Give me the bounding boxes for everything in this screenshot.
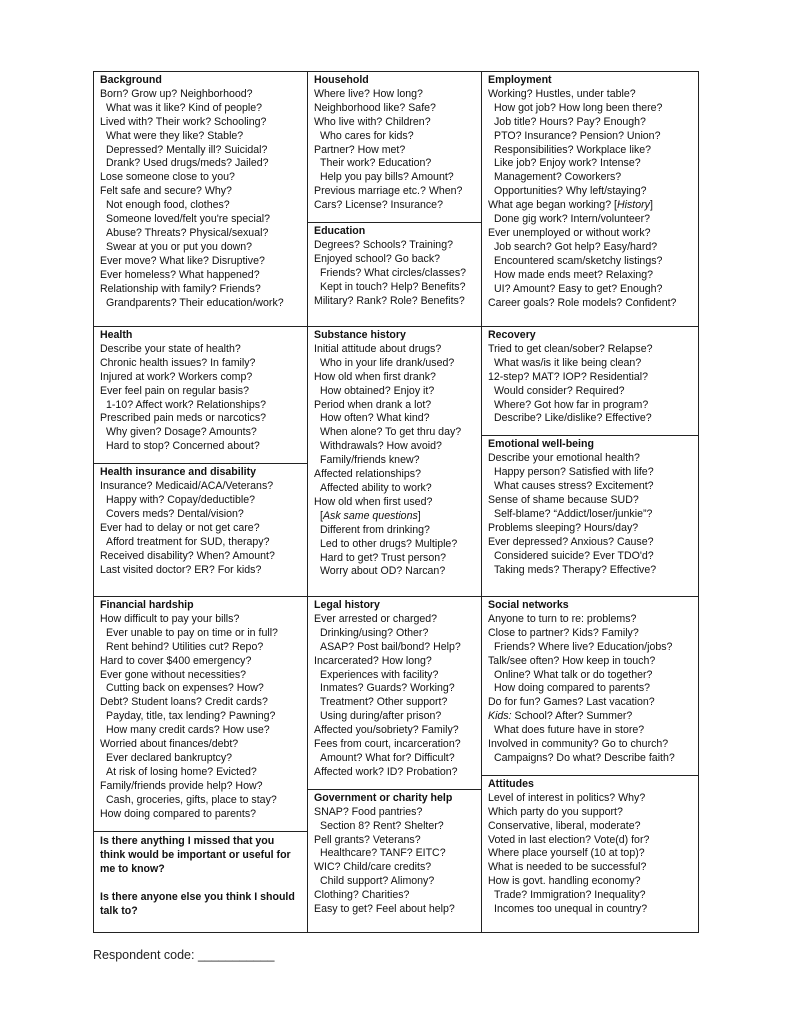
question-line: Close to partner? Kids? Family?: [488, 626, 639, 639]
question-line: Family/friends knew?: [320, 454, 420, 467]
section-title: Household: [314, 74, 369, 86]
question-line: Abuse? Threats? Physical/sexual?: [106, 226, 269, 239]
question-line: What does future have in store?: [494, 724, 645, 737]
section-title: Health insurance and disability: [100, 466, 257, 479]
section-title: Emotional well-being: [488, 438, 594, 451]
question-line: Ever unemployed or without work?: [488, 226, 651, 239]
question-line: PTO? Insurance? Pension? Union?: [494, 129, 661, 142]
question-line: How obtained? Enjoy it?: [320, 384, 435, 397]
section-divider: [94, 463, 307, 464]
question-line: Ever gone without necessities?: [100, 668, 247, 681]
question-line: ASAP? Post bail/bond? Help?: [320, 640, 461, 653]
question-line: Drank? Used drugs/meds? Jailed?: [106, 157, 269, 170]
section-title: Attitudes: [488, 777, 534, 790]
question-line: Affected ability to work?: [320, 481, 432, 494]
question-line: Ever had to delay or not get care?: [100, 521, 260, 534]
question-line: Born? Grow up? Neighborhood?: [100, 87, 253, 100]
question-line: Debt? Student loans? Credit cards?: [100, 696, 268, 709]
question-line: Campaigns? Do what? Describe faith?: [494, 751, 675, 764]
question-line: How old when first used?: [314, 495, 433, 508]
question-line: Payday, title, tax lending? Pawning?: [106, 710, 276, 723]
question-line: Depressed? Mentally ill? Suicidal?: [106, 143, 268, 156]
cell-substance: [308, 327, 482, 597]
question-line: What was it like? Kind of people?: [106, 101, 263, 114]
question-line: Ever declared bankruptcy?: [106, 751, 233, 764]
cell-legal: [308, 597, 482, 932]
question-line: Who in your life drank/used?: [320, 356, 455, 369]
section-divider: [308, 789, 481, 790]
question-line: How old when first drank?: [314, 370, 436, 383]
question-line: Withdrawals? How avoid?: [320, 440, 442, 453]
question-line: UI? Amount? Easy to get? Enough?: [494, 282, 663, 295]
question-line: Tried to get clean/sober? Relapse?: [488, 342, 653, 355]
question-line: How many credit cards? How use?: [106, 724, 270, 737]
question-line: What were they like? Stable?: [106, 129, 244, 142]
question-line: Healthcare? TANF? EITC?: [320, 847, 446, 860]
question-line: Enjoyed school? Go back?: [314, 252, 441, 265]
question-line: At risk of losing home? Evicted?: [106, 765, 257, 778]
question-line: Job search? Got help? Easy/hard?: [494, 240, 658, 253]
question-line: Degrees? Schools? Training?: [314, 238, 453, 251]
section-title: Legal history: [314, 599, 380, 611]
question-line: Last visited doctor? ER? For kids?: [100, 563, 262, 576]
section-title: Government or charity help: [314, 791, 453, 804]
question-line: Received disability? When? Amount?: [100, 549, 275, 562]
question-line: Insurance? Medicaid/ACA/Veterans?: [100, 480, 274, 493]
question-line: Different from drinking?: [320, 523, 430, 536]
question-line: Where? Got how far in program?: [494, 398, 649, 411]
question-line: Covers meds? Dental/vision?: [106, 507, 244, 520]
question-line: Ever unable to pay on time or in full?: [106, 626, 278, 639]
question-line: How is govt. handling economy?: [488, 875, 641, 888]
question-line: Military? Rank? Role? Benefits?: [314, 294, 465, 307]
question-line: Help you pay bills? Amount?: [320, 171, 454, 184]
question-line: Using during/after prison?: [320, 710, 442, 723]
question-line: Happy person? Satisfied with life?: [494, 466, 654, 479]
question-line: Kids: School? After? Summer?: [488, 710, 633, 723]
question-line: Who cares for kids?: [320, 129, 414, 142]
cell-social: [482, 597, 698, 932]
question-line: Felt safe and secure? Why?: [100, 185, 232, 198]
question-line: Afford treatment for SUD, therapy?: [106, 535, 270, 548]
question-line: Affected relationships?: [314, 468, 421, 481]
question-line: Where live? How long?: [314, 87, 423, 100]
question-line: SNAP? Food pantries?: [314, 805, 423, 818]
question-line: Taking meds? Therapy? Effective?: [494, 563, 657, 576]
question-line: What causes stress? Excitement?: [494, 480, 654, 493]
question-line: Responsibilities? Workplace like?: [494, 143, 652, 156]
question-line: Cutting back on expenses? How?: [106, 682, 264, 695]
question-line: Would consider? Required?: [494, 384, 625, 397]
question-line: Swear at you or put you down?: [106, 240, 253, 253]
question-line: How made ends meet? Relaxing?: [494, 268, 653, 281]
section-divider: [482, 435, 698, 436]
question-line: Grandparents? Their education/work?: [106, 296, 284, 309]
cell-household: [308, 72, 482, 327]
question-line: Worry about OD? Narcan?: [320, 565, 446, 578]
question-line: WIC? Child/care credits?: [314, 861, 432, 874]
question-line: Happy with? Copay/deductible?: [106, 493, 255, 506]
question-line: Amount? What for? Difficult?: [320, 751, 455, 764]
section-divider: [482, 775, 698, 776]
question-line: Cash, groceries, gifts, place to stay?: [106, 793, 277, 806]
question-line: Ever feel pain on regular basis?: [100, 384, 249, 397]
question-line: Working? Hustles, under table?: [488, 87, 636, 100]
question-line: Period when drank a lot?: [314, 398, 432, 411]
question-line: Where place yourself (10 at top)?: [488, 847, 645, 860]
question-line: Fees from court, incarceration?: [314, 738, 461, 751]
question-line: Worried about finances/debt?: [100, 738, 239, 751]
question-line: Like job? Enjoy work? Intense?: [494, 157, 641, 170]
question-line: Who live with? Children?: [314, 115, 431, 128]
question-line: Lose someone close to you?: [100, 171, 235, 184]
question-line: Not enough food, clothes?: [106, 199, 230, 212]
question-line: Incarcerated? How long?: [314, 654, 432, 667]
question-line: How difficult to pay your bills?: [100, 612, 240, 625]
question-line: Partner? How met?: [314, 143, 406, 156]
question-line: Their work? Education?: [320, 157, 432, 170]
question-line: Management? Coworkers?: [494, 171, 622, 184]
question-line: Lived with? Their work? Schooling?: [100, 115, 267, 128]
question-line: Family/friends provide help? How?: [100, 779, 263, 792]
question-line: Describe? Like/dislike? Effective?: [494, 412, 652, 425]
question-line: When alone? To get thru day?: [320, 426, 462, 439]
question-line: Kept in touch? Help? Benefits?: [320, 280, 466, 293]
cell-employment: [482, 72, 698, 327]
question-line: 1-10? Affect work? Relationships?: [106, 398, 266, 411]
question-line: [Ask same questions]: [320, 509, 421, 522]
question-line: Anyone to turn to re: problems?: [488, 612, 637, 625]
question-line: Cars? License? Insurance?: [314, 199, 443, 212]
question-line: What age began working? [History]: [488, 199, 653, 212]
section-title: Recovery: [488, 329, 536, 341]
question-line: Voted in last election? Vote(d) for?: [488, 833, 650, 846]
interview-grid: [93, 71, 699, 933]
question-line: Trade? Immigration? Inequality?: [494, 889, 646, 902]
question-line: Job title? Hours? Pay? Enough?: [494, 115, 646, 128]
question-line: Previous marriage etc.? When?: [314, 185, 463, 198]
question-line: Done gig work? Intern/volunteer?: [494, 213, 651, 226]
question-line: 12-step? MAT? IOP? Residential?: [488, 370, 648, 383]
question-line: Clothing? Charities?: [314, 889, 410, 902]
question-line: Online? What talk or do together?: [494, 668, 653, 681]
question-line: Ever depressed? Anxious? Cause?: [488, 535, 654, 548]
question-line: Initial attitude about drugs?: [314, 342, 442, 355]
question-line: Involved in community? Go to church?: [488, 738, 669, 751]
question-line: Ever move? What like? Disruptive?: [100, 254, 265, 267]
question-line: Easy to get? Feel about help?: [314, 903, 455, 916]
question-line: Hard to get? Trust person?: [320, 551, 447, 564]
question-line: Conservative, liberal, moderate?: [488, 819, 641, 832]
cell-health: [94, 327, 308, 597]
section-divider: [308, 222, 481, 223]
question-line: Drinking/using? Other?: [320, 626, 429, 639]
question-line: Led to other drugs? Multiple?: [320, 537, 458, 550]
section-title: Background: [100, 74, 162, 86]
question-line: Why given? Dosage? Amounts?: [106, 426, 257, 439]
question-line: Relationship with family? Friends?: [100, 282, 261, 295]
question-line: Section 8? Rent? Shelter?: [320, 819, 444, 832]
question-line: Hard to stop? Concerned about?: [106, 440, 260, 453]
question-line: Ever arrested or charged?: [314, 612, 438, 625]
question-line: How often? What kind?: [320, 412, 430, 425]
section-title: Substance history: [314, 329, 406, 341]
question-line: Do for fun? Games? Last vacation?: [488, 696, 655, 709]
closing-question: Is there anything I missed that you think would be important or useful for me to know?: [100, 834, 291, 875]
question-line: Affected work? ID? Probation?: [314, 765, 458, 778]
question-line: Neighborhood like? Safe?: [314, 101, 436, 114]
question-line: Considered suicide? Ever TDO'd?: [494, 549, 654, 562]
question-line: Incomes too unequal in country?: [494, 903, 648, 916]
question-line: How doing compared to parents?: [494, 682, 651, 695]
question-line: Treatment? Other support?: [320, 696, 448, 709]
question-line: What was/is it like being clean?: [494, 356, 642, 369]
cell-recovery: [482, 327, 698, 597]
question-line: Opportunities? Why left/staying?: [494, 185, 647, 198]
cell-financial: [94, 597, 308, 932]
question-line: Affected you/sobriety? Family?: [314, 724, 459, 737]
question-line: Talk/see often? How keep in touch?: [488, 654, 656, 667]
question-line: Describe your state of health?: [100, 342, 241, 355]
question-line: Friends? Where live? Education/jobs?: [494, 640, 673, 653]
cell-background: [94, 72, 308, 327]
closing-question: Is there anyone else you think I should talk to?: [100, 890, 295, 917]
section-title: Health: [100, 329, 133, 341]
question-line: Ever homeless? What happened?: [100, 268, 260, 281]
question-line: Pell grants? Veterans?: [314, 833, 421, 846]
question-line: Rent behind? Utilities cut? Repo?: [106, 640, 264, 653]
question-line: Hard to cover $400 emergency?: [100, 654, 252, 667]
question-line: Which party do you support?: [488, 805, 623, 818]
question-line: Injured at work? Workers comp?: [100, 370, 253, 383]
question-line: Sense of shame because SUD?: [488, 493, 639, 506]
section-title: Financial hardship: [100, 599, 194, 611]
question-line: How got job? How long been there?: [494, 101, 663, 114]
section-title: Education: [314, 225, 366, 238]
question-line: Encountered scam/sketchy listings?: [494, 254, 663, 267]
question-line: Level of interest in politics? Why?: [488, 791, 646, 804]
question-line: Describe your emotional health?: [488, 452, 640, 465]
question-line: Someone loved/felt you're special?: [106, 213, 270, 226]
section-title: Employment: [488, 74, 552, 86]
question-line: Prescribed pain meds or narcotics?: [100, 412, 267, 425]
question-line: Child support? Alimony?: [320, 875, 435, 888]
question-line: Chronic health issues? In family?: [100, 356, 256, 369]
question-line: Experiences with facility?: [320, 668, 439, 681]
question-line: Self-blame? “Addict/loser/junkie”?: [494, 507, 653, 520]
section-divider: [94, 831, 307, 832]
question-line: What is needed to be successful?: [488, 861, 647, 874]
question-line: Career goals? Role models? Confident?: [488, 296, 677, 309]
question-line: Problems sleeping? Hours/day?: [488, 521, 639, 534]
question-line: Friends? What circles/classes?: [320, 266, 467, 279]
section-title: Social networks: [488, 599, 569, 611]
respondent-code-label: Respondent code: ___________: [93, 948, 275, 962]
question-line: Inmates? Guards? Working?: [320, 682, 455, 695]
question-line: How doing compared to parents?: [100, 807, 257, 820]
